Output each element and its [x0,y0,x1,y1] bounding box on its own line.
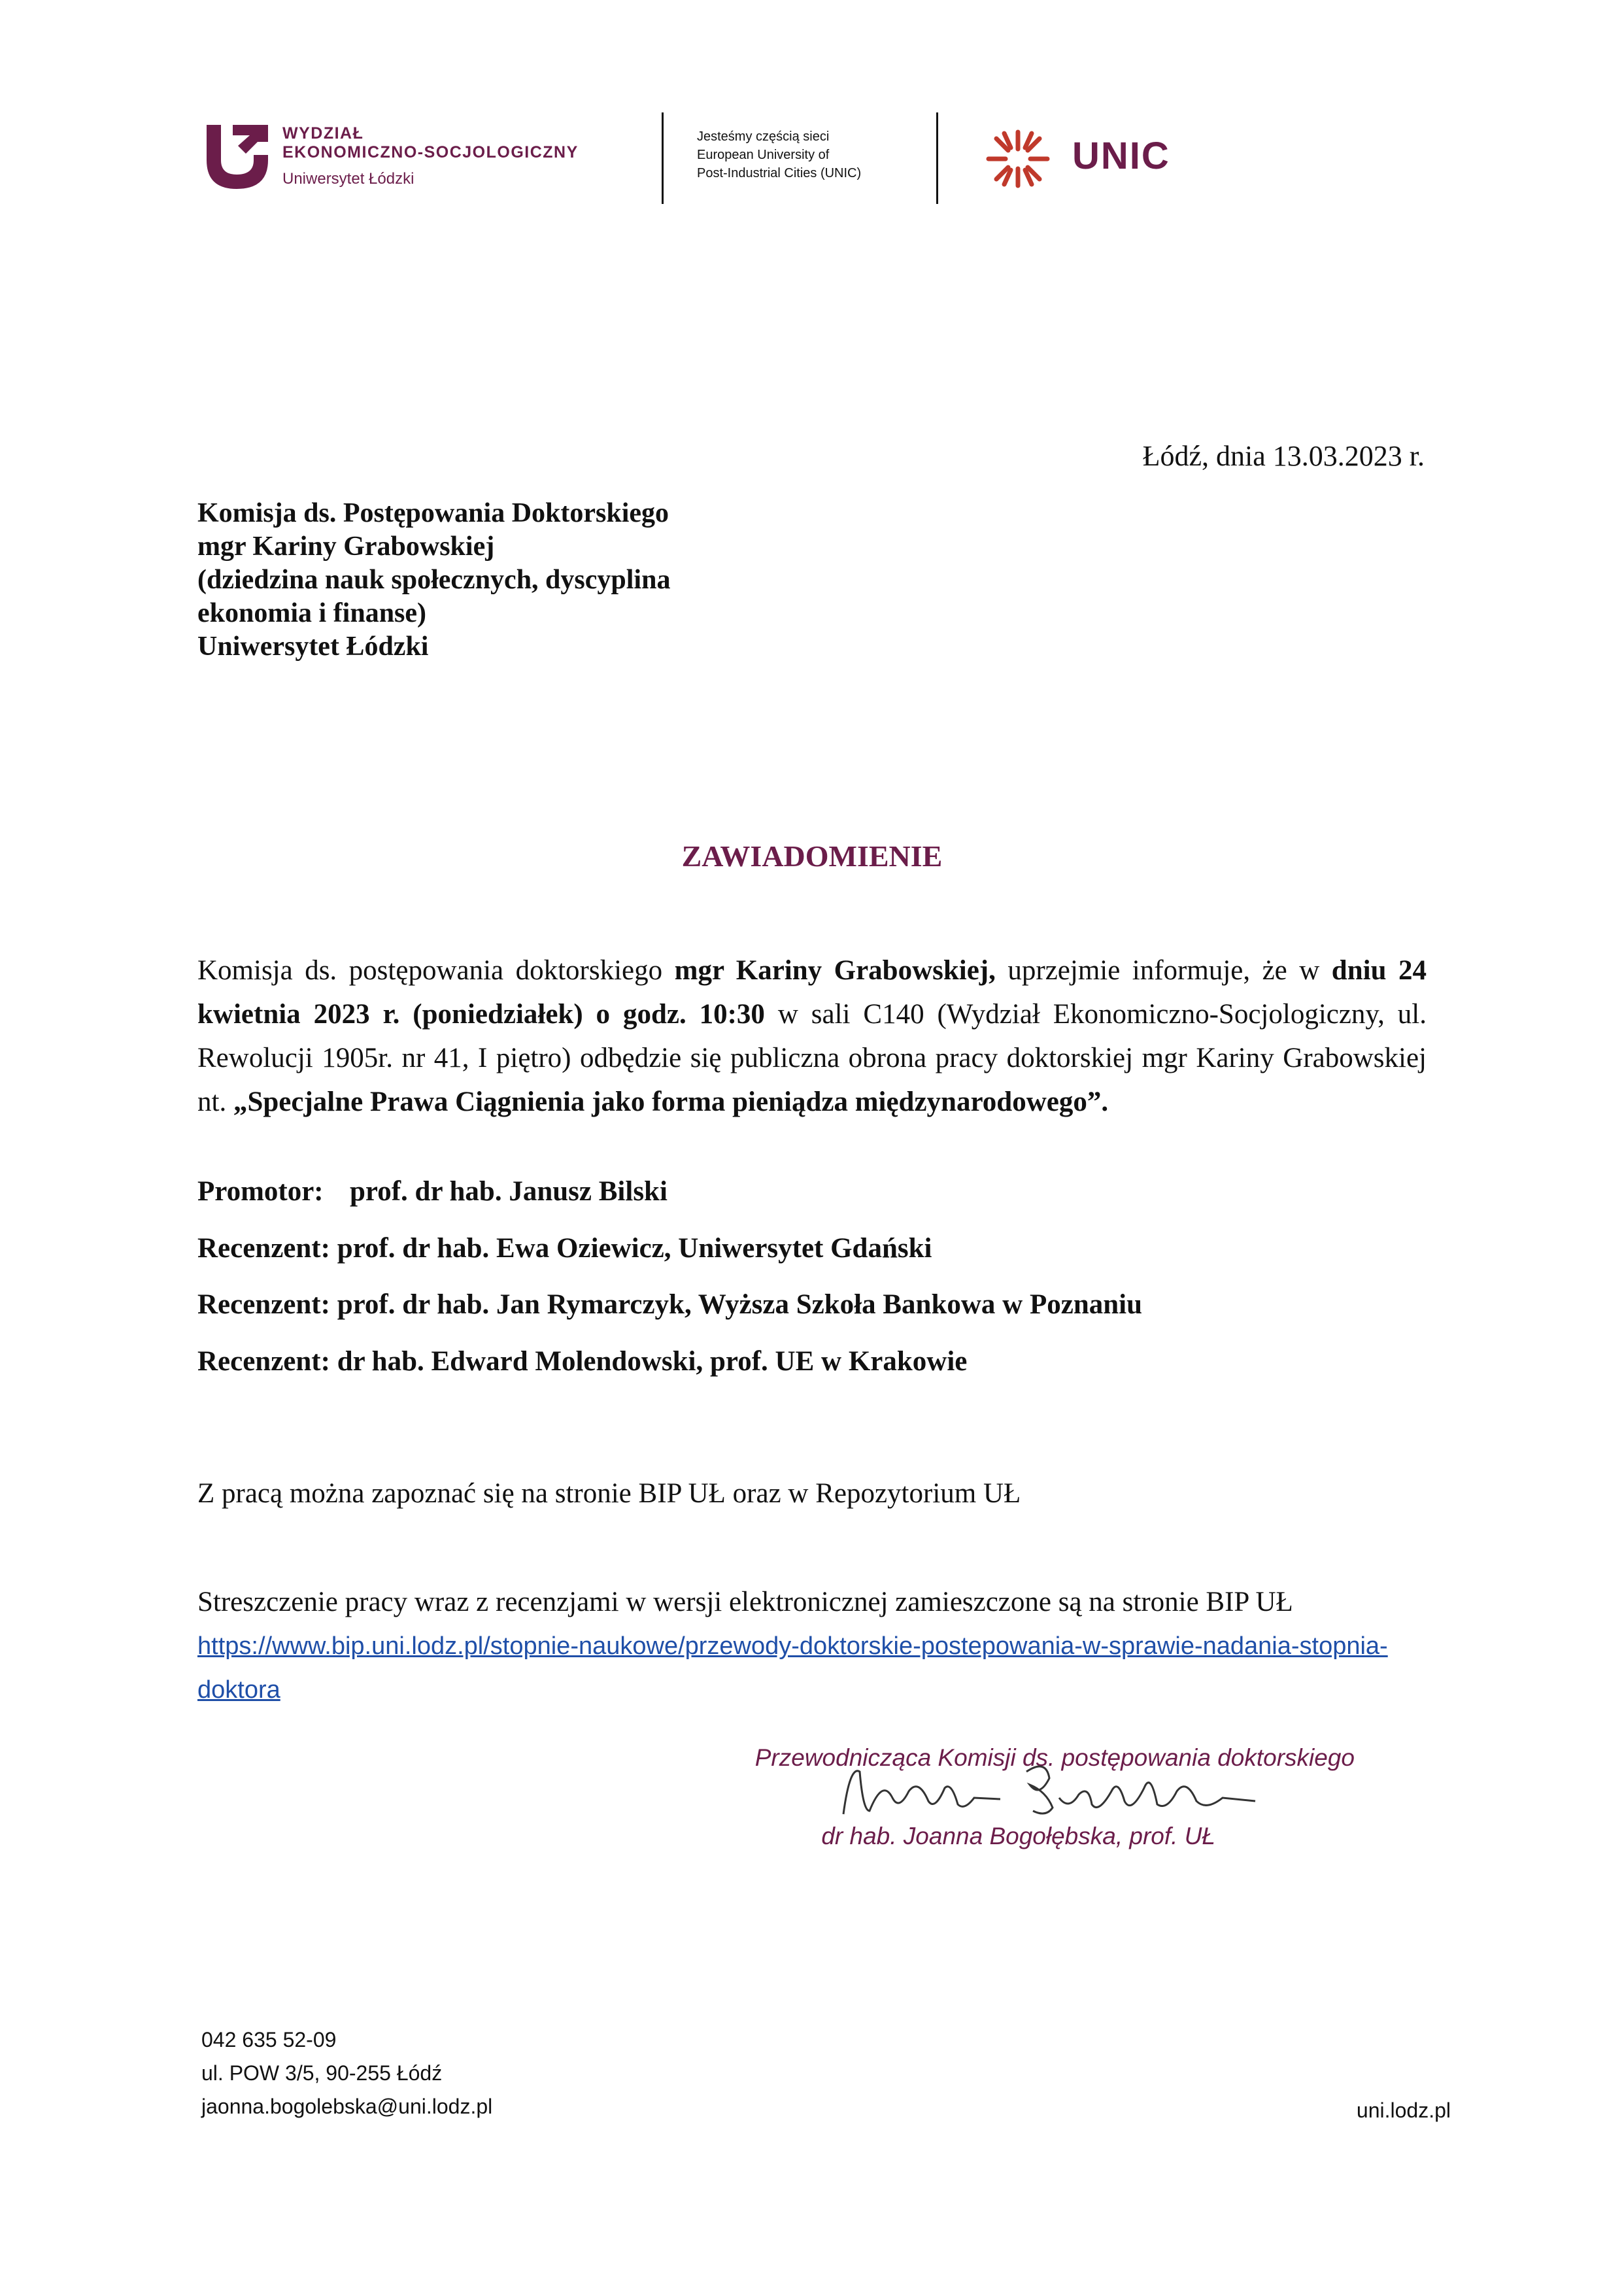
bip-link[interactable]: https://www.bip.uni.lodz.pl/stopnie-naukowe/przewody-doktorskie-postepowania-w-sprawie-nadania-stopnia-doktora [197,1632,1388,1704]
unic-note-line1: Jesteśmy częścią sieci [697,129,830,144]
faculty-name-line1: WYDZIAŁ [282,124,364,143]
unic-logo-text: UNIC [1072,135,1170,177]
defense-date: dniu 24 kwietnia 2023 r. (poniedziałek) o godz. 10:30 [197,955,1427,1030]
header-divider [662,112,664,204]
faculty-university: Uniwersytet Łódzki [282,170,414,188]
thesis-title: „Specjalne Prawa Ciągnienia jako forma pieniądza międzynarodowego”. [233,1087,1109,1117]
footer-website[interactable]: uni.lodz.pl [1356,2099,1451,2122]
paragraph-text: Komisja ds. postępowania doktorskiego [197,955,675,986]
signature-title: Przewodnicząca Komisji ds. postępowania doktorskiego [754,1744,1355,1771]
recipient-line: (dziedzina nauk społecznych, dyscyplina [197,565,671,595]
role-supervisor [197,1175,668,1207]
paragraph-text: uprzejmie informuje, że w [995,955,1332,986]
role-label: Recenzent: [197,1233,330,1264]
handwritten-signature [830,1752,1268,1830]
role-label: Recenzent: [197,1346,330,1377]
faculty-name-line2: EKONOMICZNO-SOCJOLOGICZNY [282,143,579,161]
repository-note: Z pracą można zapoznać się na stronie BIP UŁ oraz w Repozytorium UŁ [197,1478,1021,1509]
candidate-name: mgr Kariny Grabowskiej, [674,955,996,986]
paragraph-text: w sali C140 (Wydział Ekonomiczno-Socjologiczny, ul. Rewolucji 1905r. nr 41, I piętro) odbędzie się publiczna obrona pracy doktorskiej mgr Kariny Grabowskiej nt. [197,999,1427,1117]
recipient-line: Uniwersytet Łódzki [197,632,429,662]
role-reviewer [197,1345,967,1377]
role-reviewer [197,1289,1142,1321]
summary-note [197,1581,1427,1712]
recipient-line: Komisja ds. Postępowania Doktorskiego [197,498,669,528]
role-value: prof. dr hab. Janusz Bilski [350,1176,668,1207]
footer-address: ul. POW 3/5, 90-255 Łódź [201,2061,443,2085]
role-reviewer [197,1232,932,1264]
signature-name: dr hab. Joanna Bogołębska, prof. UŁ [821,1823,1215,1849]
role-value: prof. dr hab. Ewa Oziewicz, Uniwersytet Gdański [337,1233,932,1264]
faculty-name [282,124,579,162]
announcement-paragraph [197,949,1427,1124]
recipient-line: ekonomia i finanse) [197,598,427,628]
role-value: prof. dr hab. Jan Rymarczyk, Wyższa Szkoła Bankowa w Poznaniu [337,1289,1143,1320]
role-value: dr hab. Edward Molendowski, prof. UE w Krakowie [337,1346,968,1377]
letter-date: Łódź, dnia 13.03.2023 r. [1142,440,1425,472]
header-divider-2 [936,112,938,204]
footer-phone: 042 635 52-09 [201,2028,337,2051]
unic-note-line3: Post-Industrial Cities (UNIC) [697,166,862,180]
university-logo [203,120,272,192]
summary-text: Streszczenie pracy wraz z recenzjami w wersji elektronicznej zamieszczone są na stronie BIP UŁ [197,1587,1293,1617]
role-label: Promotor: [197,1176,324,1207]
unic-membership-note [697,127,861,182]
role-label: Recenzent: [197,1289,330,1320]
recipient-line: mgr Kariny Grabowskiej [197,531,495,562]
unic-logo-icon [981,127,1055,191]
footer-contact [201,2023,492,2123]
recipient-block [197,497,670,664]
unic-note-line2: European University of [697,148,830,162]
document-title: ZAWIADOMIENIE [681,839,943,873]
footer-email[interactable]: jaonna.bogolebska@uni.lodz.pl [201,2095,493,2118]
